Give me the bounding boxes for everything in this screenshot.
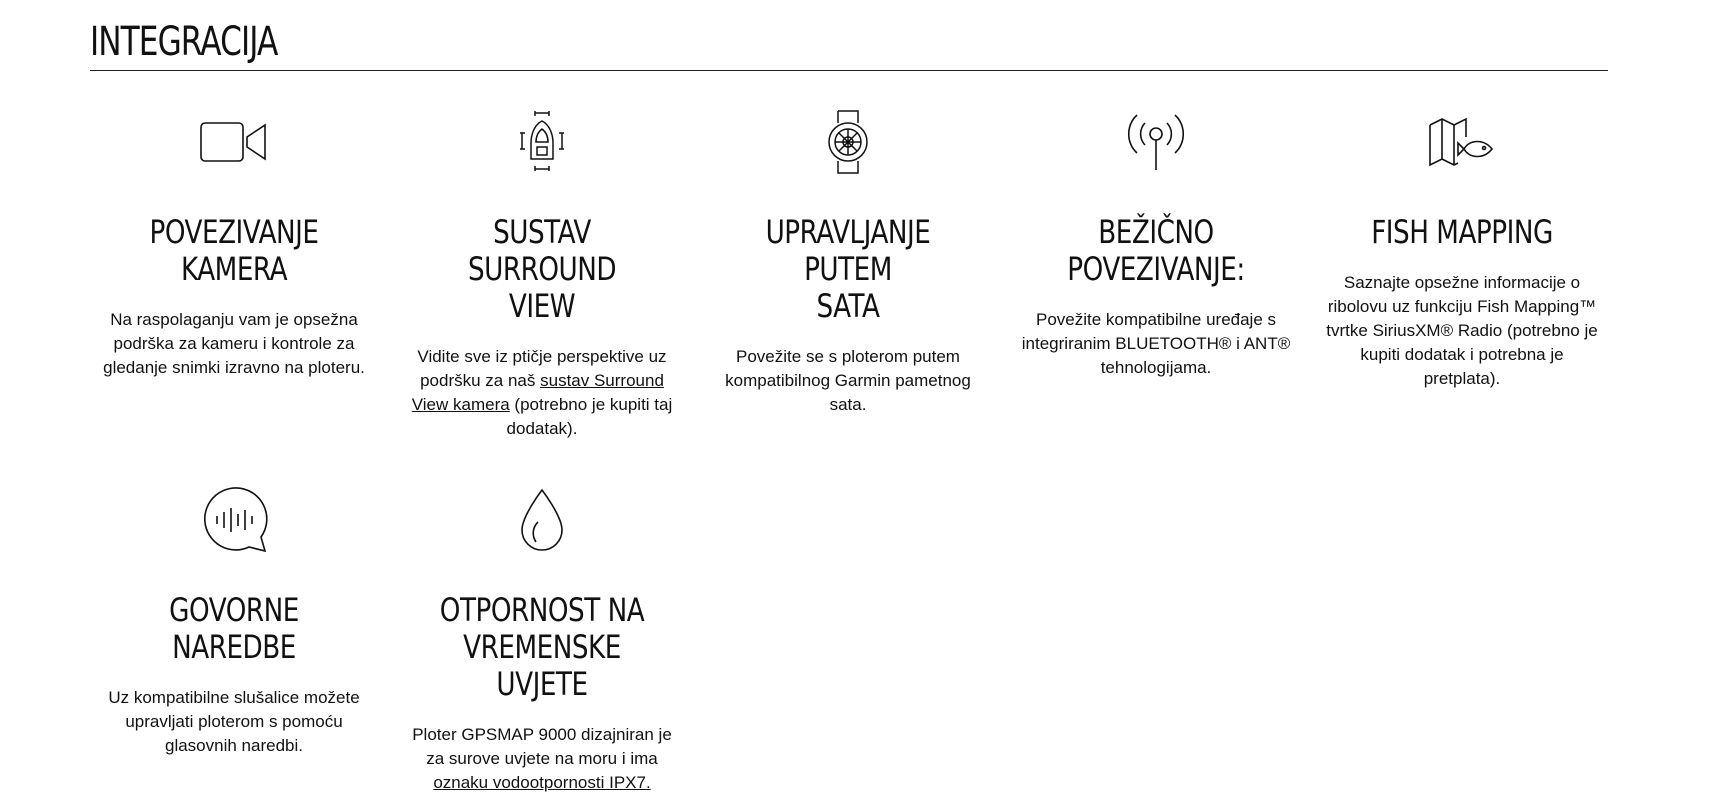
feature-title: OTPORNOST NA VREMENSKE UVJETE <box>439 591 645 703</box>
feature-description: Povežite kompatibilne uređaje s integriranim BLUETOOTH® i ANT® tehnologijama. <box>1021 310 1291 377</box>
feature-description: Na raspolaganju vam je opsežna podrška za kameru i kontrole za gledanje snimki izravno na ploteru. <box>103 310 365 377</box>
feature-wireless <box>1006 102 1306 380</box>
section-header <box>90 16 1608 71</box>
feature-watch-control <box>698 102 998 417</box>
feature-description: Saznajte opsežne informacije o ribolovu uz funkciju Fish Mapping™ tvrtke SiriusXM® Radio (potrebno je kupiti dodatak i potrebna je pretplata). <box>1326 273 1598 388</box>
feature-title: SUSTAV SURROUND VIEW <box>467 213 617 325</box>
ipx7-rating-link[interactable]: oznaku vodootpornosti IPX7. <box>433 773 651 792</box>
feature-description: Vidite sve iz ptičje perspektive uz podršku za naš sustav Surround View kamera (potrebno je kupiti taj dodatak). <box>411 347 673 438</box>
feature-description: Povežite se s ploterom putem kompatibilnog Garmin pametnog sata. <box>725 347 971 414</box>
feature-camera-integration <box>84 102 384 380</box>
map-fish-icon <box>1312 102 1612 182</box>
section-title: INTEGRACIJA <box>90 19 278 65</box>
video-camera-icon <box>84 102 384 182</box>
feature-title: POVEZIVANJE KAMERA <box>149 213 319 288</box>
feature-title: BEŽIČNO POVEZIVANJE: <box>1067 213 1245 288</box>
surround-view-link[interactable]: sustav Surround View kamera <box>411 371 664 414</box>
boat-surround-view-icon <box>392 102 692 182</box>
water-drop-icon <box>392 480 692 560</box>
feature-weather-resistance <box>392 480 692 795</box>
feature-fish-mapping <box>1312 102 1612 391</box>
feature-title: UPRAVLJANJE PUTEM SATA <box>765 213 931 325</box>
feature-title: GOVORNE NAREDBE <box>169 591 299 666</box>
wireless-signal-icon <box>1006 102 1306 182</box>
smartwatch-icon <box>698 102 998 182</box>
feature-surround-view <box>392 102 692 441</box>
feature-voice-commands <box>84 480 384 758</box>
voice-command-icon <box>84 480 384 560</box>
feature-title: FISH MAPPING <box>1371 213 1553 251</box>
feature-description: Ploter GPSMAP 9000 dizajniran je za surove uvjete na moru i ima oznaku vodootpornosti IPX7. <box>412 725 672 792</box>
feature-description: Uz kompatibilne slušalice možete upravljati ploterom s pomoću glasovnih naredbi. <box>108 688 360 755</box>
